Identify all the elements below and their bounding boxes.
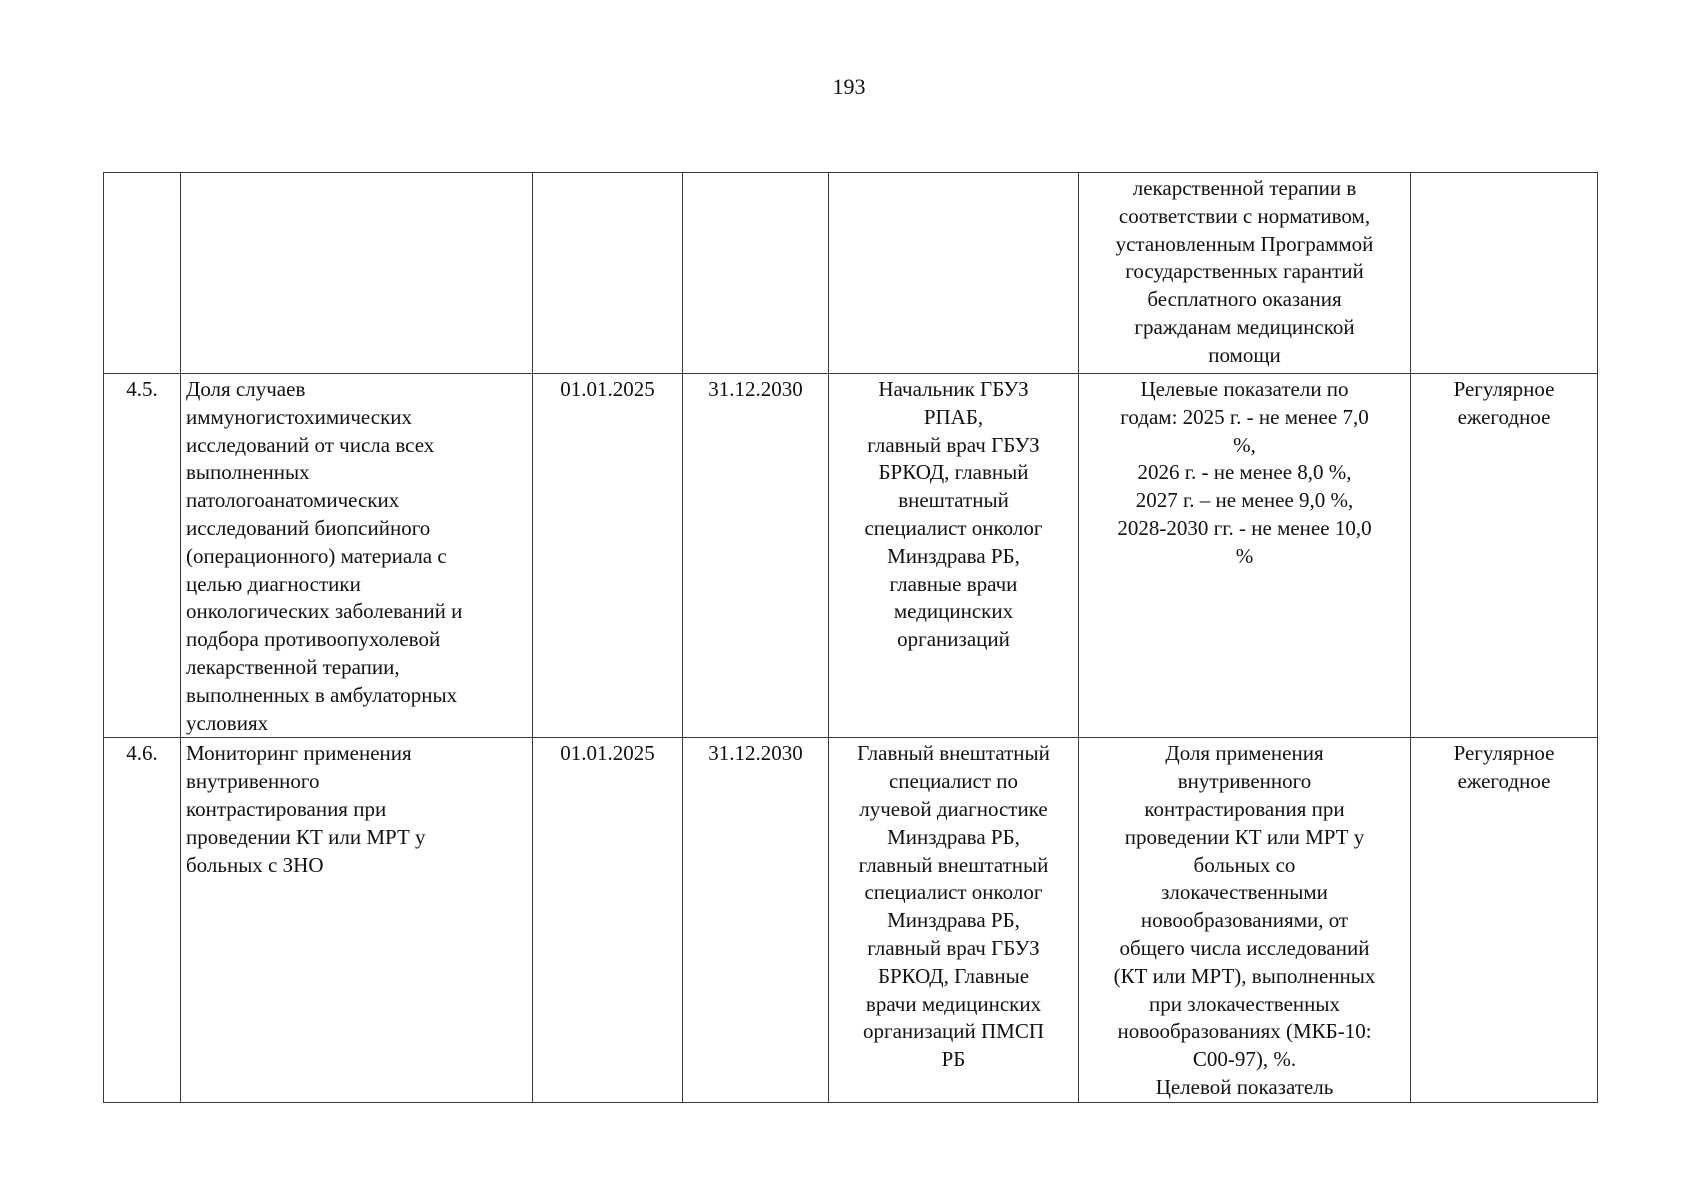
type-cell: Регулярное ежегодное: [1411, 738, 1598, 1102]
start-date-cell: [533, 173, 683, 374]
row-number-cell: 4.5.: [104, 374, 181, 738]
row-number-cell: [104, 173, 181, 374]
table-row-4-6: [104, 738, 1598, 1102]
end-date-cell: 31.12.2030: [683, 738, 829, 1102]
row-number-cell: 4.6.: [104, 738, 181, 1102]
indicator-cell: лекарственной терапии в соответствии с нормативом, установленным Программой государственных гарантий бесплатного оказания гражданам медицинской помощи: [1079, 173, 1411, 374]
description-cell: Доля случаев иммуногистохимических исследований от числа всех выполненных патологоанатомических исследований биопсийного (операционного) материала с целью диагностики онкологических заболеваний и подбора противоопухолевой лекарственной терапии, выполненных в амбулаторных условиях: [181, 374, 533, 738]
responsible-cell: Начальник ГБУЗ РПАБ, главный врач ГБУЗ БРКОД, главный внештатный специалист онколог Минздрава РБ, главные врачи медицинских организаций: [829, 374, 1079, 738]
end-date-cell: 31.12.2030: [683, 374, 829, 738]
responsible-cell: Главный внештатный специалист по лучевой диагностике Минздрава РБ, главный внештатный специалист онколог Минздрава РБ, главный врач ГБУЗ БРКОД, Главные врачи медицинских организаций ПМСП РБ: [829, 738, 1079, 1102]
indicator-cell: Целевые показатели по годам: 2025 г. - не менее 7,0 %, 2026 г. - не менее 8,0 %, 2027 г. – не менее 9,0 %, 2028-2030 гг. - не менее 10,0 %: [1079, 374, 1411, 738]
plan-table: [103, 172, 1598, 1103]
description-cell: Мониторинг применения внутривенного контрастирования при проведении КТ или МРТ у больных с ЗНО: [181, 738, 533, 1102]
description-cell: [181, 173, 533, 374]
table-row-continuation: [104, 173, 1598, 374]
type-cell: [1411, 173, 1598, 374]
start-date-cell: 01.01.2025: [533, 738, 683, 1102]
type-cell: Регулярное ежегодное: [1411, 374, 1598, 738]
responsible-cell: [829, 173, 1079, 374]
table-row-4-5: [104, 374, 1598, 738]
page-number: 193: [832, 74, 866, 99]
end-date-cell: [683, 173, 829, 374]
start-date-cell: 01.01.2025: [533, 374, 683, 738]
indicator-cell: Доля применения внутривенного контрастирования при проведении КТ или МРТ у больных со злокачественными новообразованиями, от общего числа исследований (КТ или МРТ), выполненных при злокачественных новообразованиях (МКБ-10: С00-97), %. Целевой показатель: [1079, 738, 1411, 1102]
